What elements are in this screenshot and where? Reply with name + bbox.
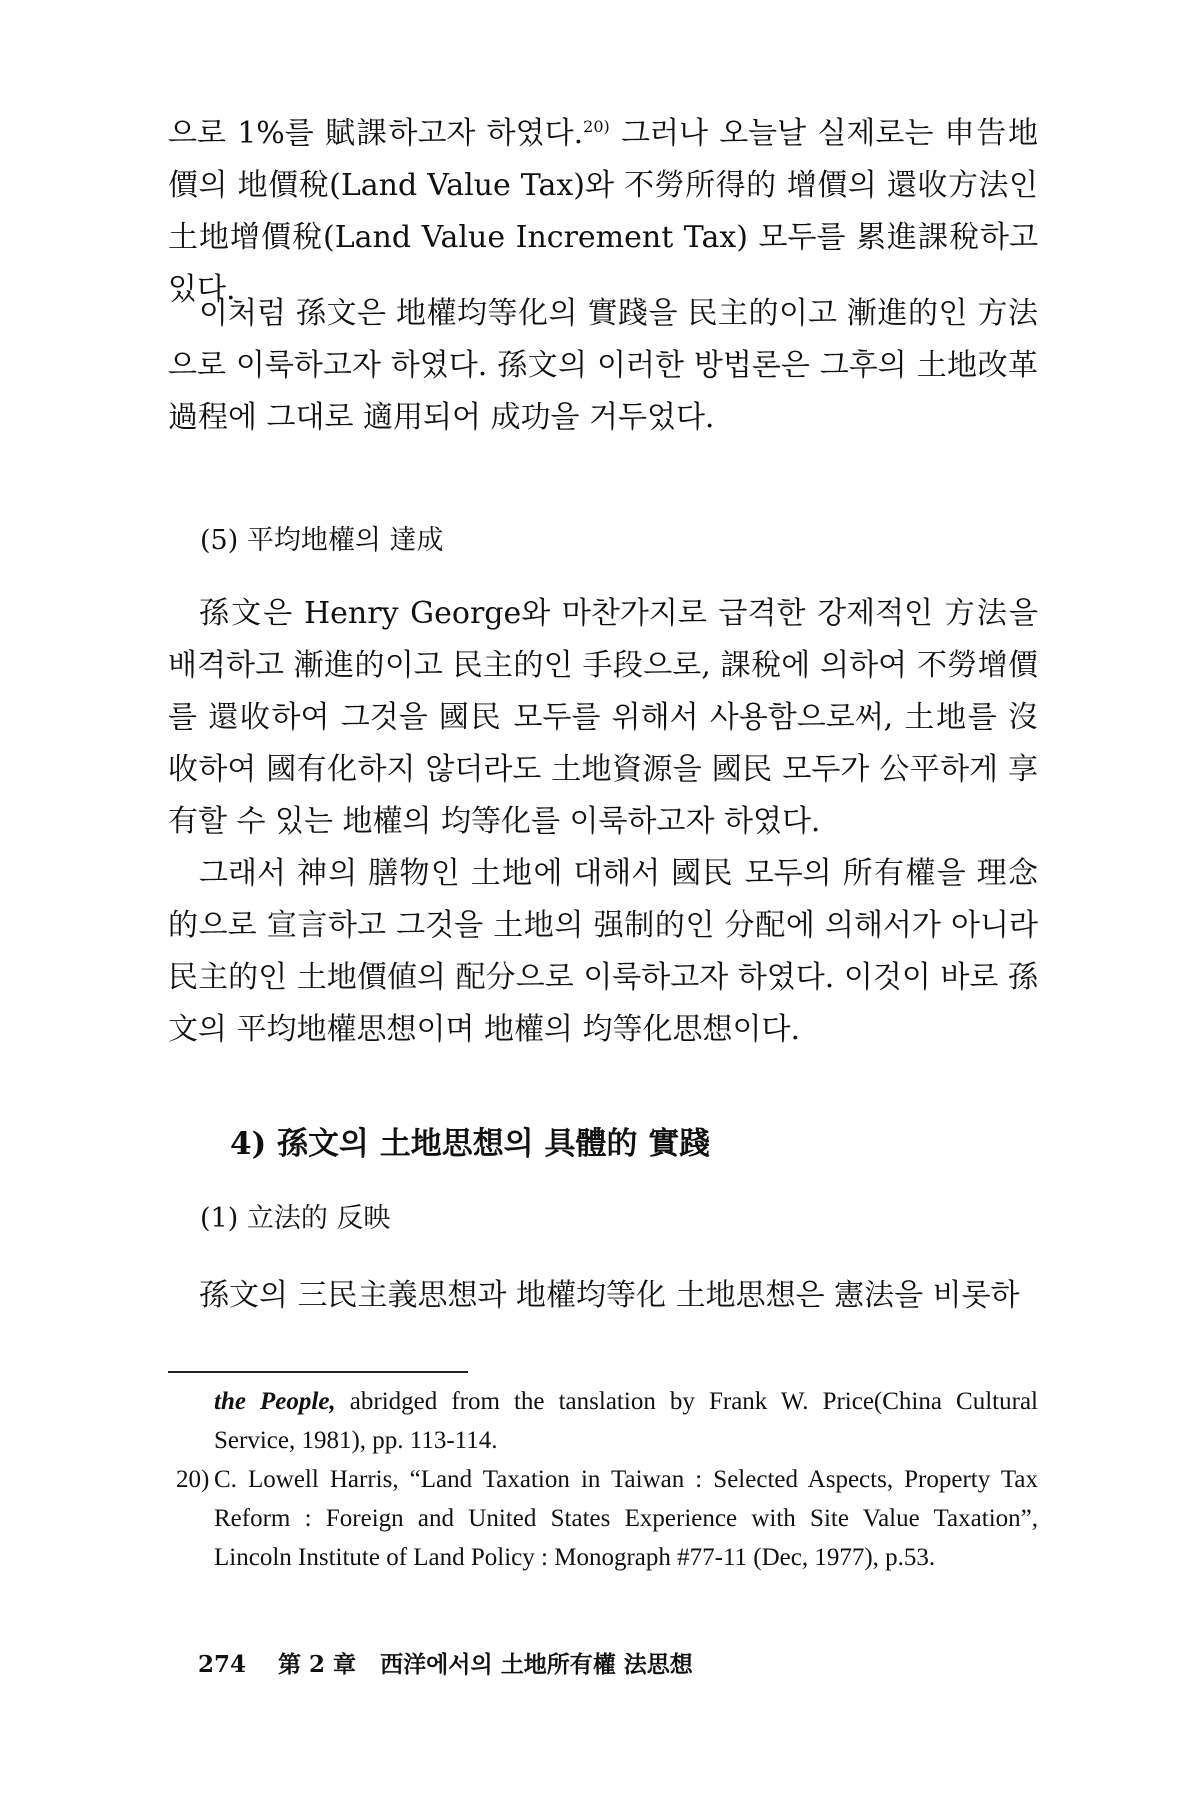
section-heading-4: 4) 孫文의 土地思想의 具體的 實踐 <box>230 1126 711 1162</box>
footnote-ref-20[interactable]: 20) <box>583 117 610 136</box>
footnote-title-italic: the People, <box>214 1388 336 1415</box>
chapter-label: 第 2 章 <box>278 1651 357 1678</box>
running-title: 西洋에서의 土地所有權 法思想 <box>380 1651 693 1678</box>
page-footer <box>198 1646 693 1679</box>
section-heading-5: (5) 平均地權의 達成 <box>200 525 444 556</box>
footnote-divider <box>168 1371 468 1373</box>
paragraph-1-rest: 그러나 오늘날 실제로는 申告地價의 地價稅(Land Value Tax)와 不勞所得的 增價의 還收方法인 土地增價稅(Land Value Increment Tax) 모두를 累進課稅하고 있다. <box>168 116 1038 307</box>
paragraph-3: 孫文은 Henry George와 마찬가지로 급격한 강제적인 方法을 배격하고 漸進的이고 民主的인 手段으로, 課稅에 의하여 不勞增價를 還收하여 그것을 國民 모두를 위해서 사용함으로써, 土地를 沒收하여 國有化하지 않더라도 土地資源을 國民 모두가 公平하게 享有할 수 있는 地權의 均等化를 이룩하고자 하였다. <box>168 596 1038 839</box>
paragraph-2: 이처럼 孫文은 地權均等化의 實踐을 民主的이고 漸進的인 方法으로 이룩하고자 하였다. 孫文의 이러한 방법론은 그후의 土地改革過程에 그대로 適用되어 成功을 거두었다. <box>168 296 1038 435</box>
paragraph-1 <box>168 108 1038 316</box>
footnote-20-text: C. Lowell Harris, “Land Taxation in Taiwan : Selected Aspects, Property Tax Reform : Foreign and United States Experience with Site Value Taxation”, Lincoln Institute of Land Policy : Monograph #77-11 (Dec, 1977), p.53. <box>214 1466 1038 1571</box>
footnote-19-text: abridged from the tanslation by Frank W. Price(China Cultural Service, 1981), pp. 113-114. <box>214 1388 1038 1454</box>
page-number: 274 <box>198 1651 247 1678</box>
paragraph-5: 孫文의 三民主義思想과 地權均等化 土地思想은 憲法을 비롯하 <box>199 1278 1020 1313</box>
footnote-20-number: 20) <box>176 1466 210 1493</box>
subsection-heading-1: (1) 立法的 反映 <box>200 1203 391 1234</box>
paragraph-4: 그래서 神의 膳物인 土地에 대해서 國民 모두의 所有權을 理念的으로 宣言하고 그것을 土地의 强制的인 分配에 의해서가 아니라 民主的인 土地價値의 配分으로 이룩하고자 하였다. 이것이 바로 孫文의 平均地權思想이며 地權의 均等化思想이다. <box>168 856 1038 1047</box>
footnote-20 <box>168 1460 1038 1577</box>
paragraph-1-text: 으로 1%를 賦課하고자 하였다. <box>168 116 584 151</box>
footnote-19-continued <box>168 1382 1038 1460</box>
